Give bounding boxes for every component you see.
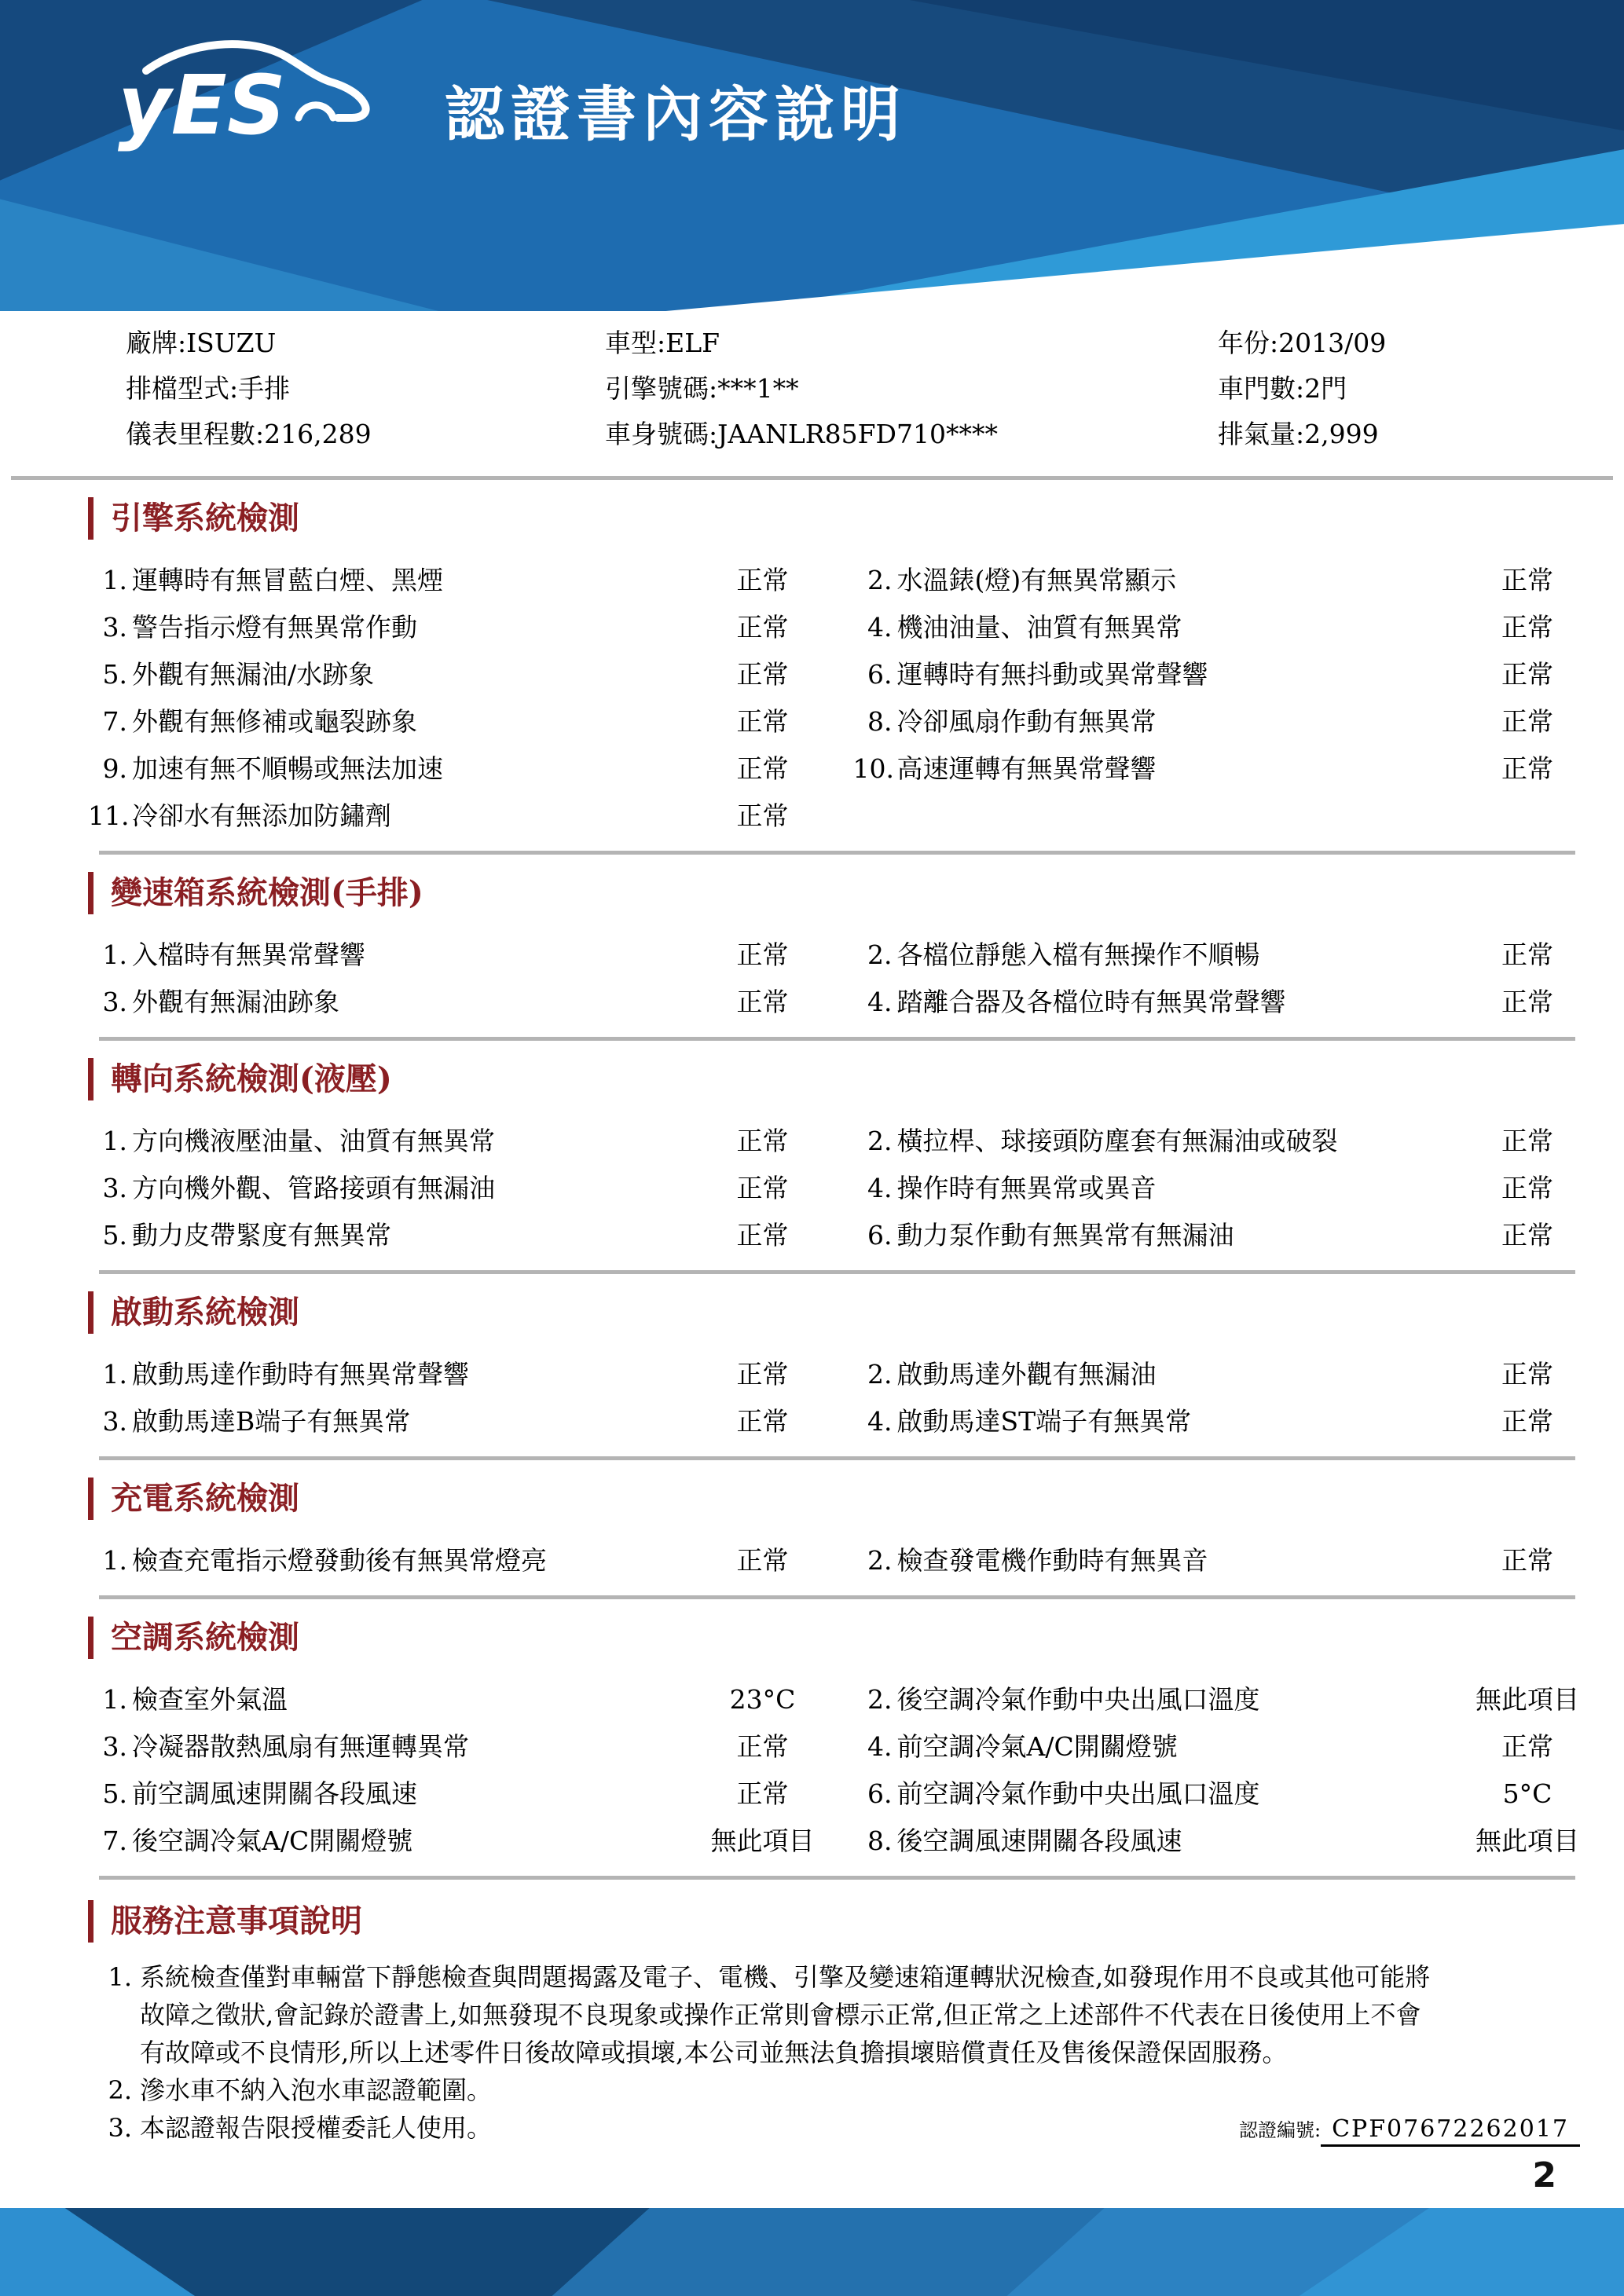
item-number: 4. — [867, 612, 893, 643]
vehicle-info-row — [126, 412, 605, 457]
item-number: 6. — [867, 1220, 893, 1251]
item-text: 水溫錶(燈)有無異常顯示 — [896, 565, 1177, 595]
item-text: 檢查發電機作動時有無異音 — [896, 1545, 1208, 1576]
note-number: 2. — [108, 2075, 132, 2105]
item-status: 正常 — [1501, 1126, 1553, 1156]
item-status: 正常 — [736, 659, 789, 690]
section-divider — [99, 1876, 1575, 1880]
brand-lockup — [116, 30, 907, 162]
item-number: 8. — [867, 706, 893, 737]
item-number: 1. — [102, 1126, 127, 1156]
item-number: 1. — [102, 1545, 127, 1576]
item-number: 11. — [88, 800, 130, 831]
vehicle-info-value: ***1** — [717, 373, 799, 404]
section-title-row — [88, 1617, 1586, 1659]
vehicle-info-value: 2,999 — [1304, 419, 1379, 449]
item-text: 外觀有無修補或龜裂跡象 — [132, 706, 417, 737]
item-number: 1. — [102, 1359, 127, 1390]
inspection-section — [88, 1291, 1586, 1460]
item-text: 動力泵作動有無異常有無漏油 — [896, 1220, 1234, 1251]
item-number: 8. — [867, 1825, 893, 1856]
item-text: 冷卻風扇作動有無異常 — [896, 706, 1157, 737]
item-text: 方向機外觀、管路接頭有無漏油 — [132, 1173, 495, 1203]
item-text: 橫拉桿、球接頭防塵套有無漏油或破裂 — [896, 1126, 1338, 1156]
item-text: 運轉時有無冒藍白煙、黑煙 — [132, 565, 443, 595]
title-accent-bar — [88, 1478, 93, 1520]
section-title-row — [88, 1058, 1586, 1100]
inspection-section — [88, 1617, 1586, 1880]
svg-text:yES: yES — [118, 57, 286, 153]
item-number: 5. — [102, 659, 127, 690]
item-number: 2. — [867, 1684, 893, 1715]
item-status: 正常 — [736, 1220, 789, 1251]
vehicle-info-label: 廠牌: — [126, 328, 187, 358]
vehicle-info-label: 年份: — [1218, 328, 1279, 358]
vehicle-info-column — [605, 320, 1218, 457]
item-status: 正常 — [1501, 612, 1553, 643]
notes-title-row — [88, 1900, 1586, 1943]
title-accent-bar — [88, 1291, 93, 1334]
certification-label: 認證編號: — [1238, 2119, 1322, 2141]
item-status: 正常 — [1501, 706, 1553, 737]
item-text: 檢查室外氣溫 — [132, 1684, 288, 1715]
inspection-section — [88, 497, 1586, 855]
item-number: 4. — [867, 1406, 893, 1437]
item-status: 正常 — [1501, 1545, 1553, 1576]
title-accent-bar — [88, 872, 93, 914]
vehicle-info-row — [126, 366, 605, 412]
item-status: 正常 — [736, 939, 789, 970]
vehicle-info-label: 引擎號碼: — [605, 373, 718, 404]
item-status: 正常 — [736, 612, 789, 643]
page-number: 2 — [1532, 2155, 1556, 2195]
item-status: 正常 — [736, 1359, 789, 1390]
item-text: 各檔位靜態入檔有無操作不順暢 — [896, 939, 1260, 970]
section-divider — [99, 851, 1575, 855]
item-number: 4. — [867, 987, 893, 1017]
vehicle-info-row — [605, 412, 1218, 457]
item-number: 3. — [102, 1173, 127, 1203]
vehicle-info-row — [126, 320, 605, 366]
section-title-row — [88, 1291, 1586, 1334]
item-number: 2. — [867, 1359, 893, 1390]
section-items — [88, 557, 1586, 840]
footer-band — [0, 2208, 1624, 2296]
note-row — [88, 2071, 1586, 2109]
item-text: 機油油量、油質有無異常 — [896, 612, 1182, 643]
item-number: 4. — [867, 1173, 893, 1203]
vehicle-info-column — [126, 320, 605, 457]
notes-title: 服務注意事項說明 — [111, 1902, 362, 1939]
item-number: 2. — [867, 565, 893, 595]
item-text: 外觀有無漏油跡象 — [132, 987, 339, 1017]
note-row — [88, 1958, 1586, 2071]
item-text: 前空調冷氣作動中央出風口溫度 — [896, 1778, 1260, 1809]
item-text: 方向機液壓油量、油質有無異常 — [132, 1126, 495, 1156]
item-status: 正常 — [736, 987, 789, 1017]
vehicle-info-value: JAANLR85FD710**** — [717, 419, 998, 449]
item-number: 3. — [102, 1731, 127, 1762]
item-status: 正常 — [736, 706, 789, 737]
section-title: 啟動系統檢測 — [111, 1294, 299, 1331]
item-number: 6. — [867, 659, 893, 690]
item-status: 正常 — [1501, 1359, 1553, 1390]
section-title: 空調系統檢測 — [111, 1619, 299, 1656]
item-number: 1. — [102, 1684, 127, 1715]
item-text: 前空調冷氣A/C開關燈號 — [896, 1731, 1178, 1762]
section-title: 轉向系統檢測(液壓) — [111, 1060, 392, 1097]
section-title: 引擎系統檢測 — [111, 500, 299, 536]
item-text: 冷卻水有無添加防鏽劑 — [132, 800, 391, 831]
vehicle-info-label: 車型: — [605, 328, 666, 358]
inspection-section — [88, 1478, 1586, 1599]
item-status: 無此項目 — [710, 1825, 815, 1856]
item-number: 7. — [102, 706, 127, 737]
yes-logo-car-outline-icon — [116, 30, 399, 162]
vehicle-info — [0, 311, 1624, 465]
item-status: 正常 — [1501, 987, 1553, 1017]
item-text: 運轉時有無抖動或異常聲響 — [896, 659, 1208, 690]
note-text: 滲水車不納入泡水車認證範圍。 — [140, 2075, 493, 2105]
item-text: 高速運轉有無異常聲響 — [896, 753, 1157, 784]
note-number: 3. — [108, 2113, 132, 2143]
section-title-row — [88, 497, 1586, 540]
section-items — [88, 1351, 1586, 1445]
item-text: 前空調風速開關各段風速 — [132, 1778, 417, 1809]
item-text: 踏離合器及各檔位時有無異常聲響 — [896, 987, 1286, 1017]
item-number: 10. — [852, 753, 894, 784]
section-items — [88, 1676, 1586, 1865]
inspection-section — [88, 872, 1586, 1041]
item-text: 冷凝器散熱風扇有無運轉異常 — [132, 1731, 469, 1762]
item-status: 無此項目 — [1476, 1684, 1579, 1715]
vehicle-info-label: 排檔型式: — [126, 373, 239, 404]
item-number: 4. — [867, 1731, 893, 1762]
vehicle-info-row — [1218, 366, 1586, 412]
page-title: 認證書內容說明 — [445, 79, 907, 149]
item-text: 啟動馬達作動時有無異常聲響 — [132, 1359, 469, 1390]
notes-list — [88, 1958, 1586, 2149]
item-status: 正常 — [736, 1778, 789, 1809]
item-status: 正常 — [736, 1126, 789, 1156]
section-divider — [99, 1037, 1575, 1041]
item-number: 1. — [102, 939, 127, 970]
title-accent-bar — [88, 497, 93, 540]
sections — [0, 497, 1624, 1880]
header-banner — [0, 0, 1624, 311]
section-title: 變速箱系統檢測(手排) — [111, 874, 423, 911]
item-status: 正常 — [736, 1406, 789, 1437]
section-items — [88, 1537, 1586, 1584]
item-number: 1. — [102, 565, 127, 595]
item-status: 正常 — [736, 753, 789, 784]
note-row — [88, 2109, 1586, 2149]
item-status: 正常 — [1501, 659, 1553, 690]
title-accent-bar — [88, 1900, 93, 1943]
vehicle-info-value: 手排 — [238, 373, 291, 404]
certification-number — [1239, 2109, 1586, 2149]
title-accent-bar — [88, 1617, 93, 1659]
vehicle-info-value: ELF — [665, 328, 720, 358]
item-status: 正常 — [1501, 1220, 1553, 1251]
item-number: 7. — [102, 1825, 127, 1856]
vehicle-info-value: ISUZU — [186, 328, 277, 358]
vehicle-info-label: 儀表里程數: — [126, 419, 265, 449]
item-status: 正常 — [736, 1545, 789, 1576]
section-items — [88, 1118, 1586, 1259]
item-number: 2. — [867, 1545, 893, 1576]
item-text: 檢查充電指示燈發動後有無異常燈亮 — [132, 1545, 547, 1576]
item-number: 3. — [102, 987, 127, 1017]
item-status: 5°C — [1502, 1778, 1553, 1809]
item-text: 啟動馬達B端子有無異常 — [132, 1406, 411, 1437]
item-text: 加速有無不順暢或無法加速 — [132, 753, 443, 784]
section-divider — [99, 1595, 1575, 1599]
item-status: 無此項目 — [1476, 1825, 1579, 1856]
vehicle-info-value: 216,289 — [264, 419, 372, 449]
item-status: 正常 — [736, 800, 789, 831]
item-status: 正常 — [1501, 1406, 1553, 1437]
item-status: 正常 — [1501, 939, 1553, 970]
vehicle-info-value: 2013/09 — [1278, 328, 1387, 358]
section-items — [88, 932, 1586, 1026]
item-status: 正常 — [1501, 1173, 1553, 1203]
vehicle-info-label: 車門數: — [1218, 373, 1305, 404]
item-text: 警告指示燈有無異常作動 — [132, 612, 417, 643]
note-text: 系統檢查僅對車輛當下靜態檢查與問題揭露及電子、電機、引擎及變速箱運轉狀況檢查,如發現作用不良或其他可能將故障之徵狀,會記錄於證書上,如無發現不良現象或操作正常則會標示正常,但正常之上述部件不代表在日後使用上不會有故障或不良情形,所以上述零件日後故障或損壞,本公司並無法負擔損壞賠償責任及售後保證保固服務。 — [140, 1962, 1431, 2067]
item-text: 外觀有無漏油/水跡象 — [132, 659, 375, 690]
note-text: 本認證報告限授權委託人使用。 — [140, 2113, 493, 2143]
item-text: 入檔時有無異常聲響 — [132, 939, 365, 970]
item-status: 正常 — [736, 565, 789, 595]
section-divider — [99, 1270, 1575, 1274]
item-text: 後空調冷氣作動中央出風口溫度 — [896, 1684, 1260, 1715]
service-notes — [0, 1900, 1624, 2149]
item-text: 啟動馬達外觀有無漏油 — [896, 1359, 1157, 1390]
section-title-row — [88, 1478, 1586, 1520]
inspection-section — [88, 1058, 1586, 1274]
item-number: 5. — [102, 1220, 127, 1251]
item-number: 9. — [102, 753, 127, 784]
item-number: 6. — [867, 1778, 893, 1809]
item-status: 正常 — [736, 1173, 789, 1203]
item-number: 5. — [102, 1778, 127, 1809]
item-number: 3. — [102, 612, 127, 643]
vehicle-info-row — [605, 320, 1218, 366]
title-accent-bar — [88, 1058, 93, 1100]
vehicle-info-row — [605, 366, 1218, 412]
vehicle-info-value: 2門 — [1304, 373, 1347, 404]
section-divider — [11, 476, 1613, 480]
vehicle-info-row — [1218, 320, 1586, 366]
section-title-row — [88, 872, 1586, 914]
section-title: 充電系統檢測 — [111, 1480, 299, 1517]
item-status: 正常 — [1501, 565, 1553, 595]
item-text: 後空調冷氣A/C開關燈號 — [132, 1825, 413, 1856]
vehicle-info-label: 排氣量: — [1218, 419, 1305, 449]
item-status: 正常 — [1501, 753, 1553, 784]
item-text: 後空調風速開關各段風速 — [896, 1825, 1182, 1856]
item-text: 啟動馬達ST端子有無異常 — [896, 1406, 1192, 1437]
vehicle-info-label: 車身號碼: — [605, 419, 718, 449]
item-text: 操作時有無異常或異音 — [896, 1173, 1157, 1203]
item-number: 2. — [867, 1126, 893, 1156]
section-divider — [99, 1456, 1575, 1460]
item-text: 動力皮帶緊度有無異常 — [132, 1220, 391, 1251]
item-number: 3. — [102, 1406, 127, 1437]
certification-value: CPF07672262017 — [1321, 2115, 1580, 2147]
item-number: 2. — [867, 939, 893, 970]
vehicle-info-row — [1218, 412, 1586, 457]
item-status: 正常 — [1501, 1731, 1553, 1762]
item-status: 23°C — [729, 1684, 796, 1715]
note-number: 1. — [108, 1962, 132, 1992]
vehicle-info-column — [1218, 320, 1586, 457]
item-status: 正常 — [736, 1731, 789, 1762]
